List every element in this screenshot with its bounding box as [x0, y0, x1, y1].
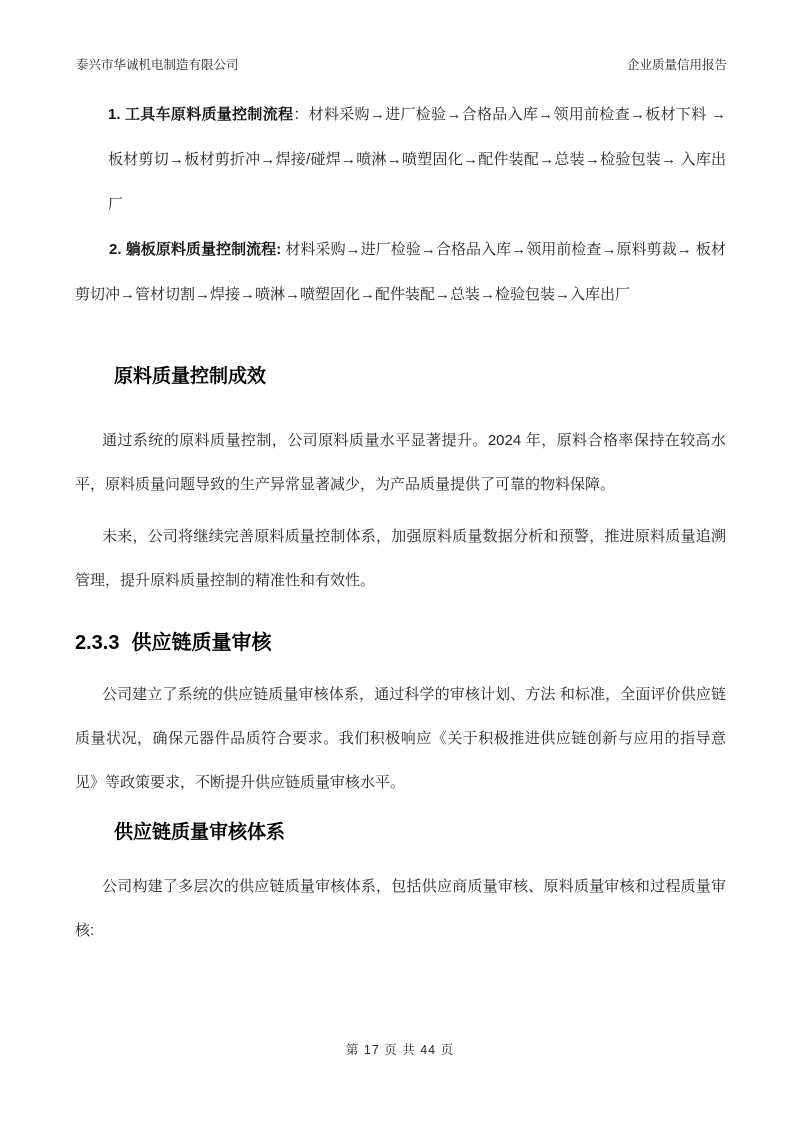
paragraph-quality-effect-1: 通过系统的原料质量控制，公司原料质量水平显著提升。2024 年，原料合格率保持在较高水平，原料质量问题导致的生产异常显著减少，为产品质量提供了可靠的物料保障。 [75, 432, 726, 493]
paragraph-supply-chain-audit-2: 公司构建了多层次的供应链质量审核体系，包括供应商质量审核、原料质量审核和过程质量审核: [75, 878, 726, 939]
process-flow-toolcart-steps: ：材料采购→进厂检验→合格品入库→领用前检查→板材下料 →板材剪切→板材剪折冲→焊接/碰焊→喷淋→喷塑固化→配件装配→总装→检验包装→ 入库出厂 [108, 106, 726, 213]
paragraph-quality-effect-2: 未来，公司将继续完善原料质量控制体系，加强原料质量数据分析和预警，推进原料质量追溯管理，提升原料质量控制的精准性和有效性。 [75, 528, 726, 589]
process-flow-toolcart-label: 1. 工具车原料质量控制流程 [108, 106, 294, 123]
section-title: 供应链质量审核 [131, 632, 272, 654]
section-number: 2.3.3 [75, 632, 120, 654]
page-content [75, 92, 726, 953]
page-footer [0, 1042, 800, 1058]
header-report-title: 企业质量信用报告 [626, 58, 727, 72]
header-company-name: 泰兴市华诚机电制造有限公司 [76, 58, 239, 72]
page-header [76, 57, 727, 73]
process-flow-creeper-label: 2. 躺板原料质量控制流程: [109, 241, 282, 258]
process-flow-creeper [75, 227, 726, 317]
process-flow-creeper-steps: 材料采购→进厂检验→合格品入库→领用前检查→原料剪裁→ 板材剪切冲→管材切割→焊接→喷淋→喷塑固化→配件装配→总装→检验包装→入库出厂 [75, 241, 726, 303]
heading-supply-chain-audit-system: 供应链质量审核体系 [114, 822, 286, 843]
page-number-text: 第 17 页 共 44 页 [345, 1043, 455, 1057]
process-flow-toolcart [108, 92, 726, 227]
heading-raw-material-quality-effect: 原料质量控制成效 [114, 366, 267, 387]
heading-supply-chain-audit [75, 629, 726, 657]
paragraph-supply-chain-audit-1: 公司建立了系统的供应链质量审核体系，通过科学的审核计划、方法 和标准，全面评价供应链质量状况，确保元器件品质符合要求。我们积极响应《关于积极推进供应链创新与应用的指导意见》等政策要求，不断提升供应链质量审核水平。 [75, 686, 726, 791]
